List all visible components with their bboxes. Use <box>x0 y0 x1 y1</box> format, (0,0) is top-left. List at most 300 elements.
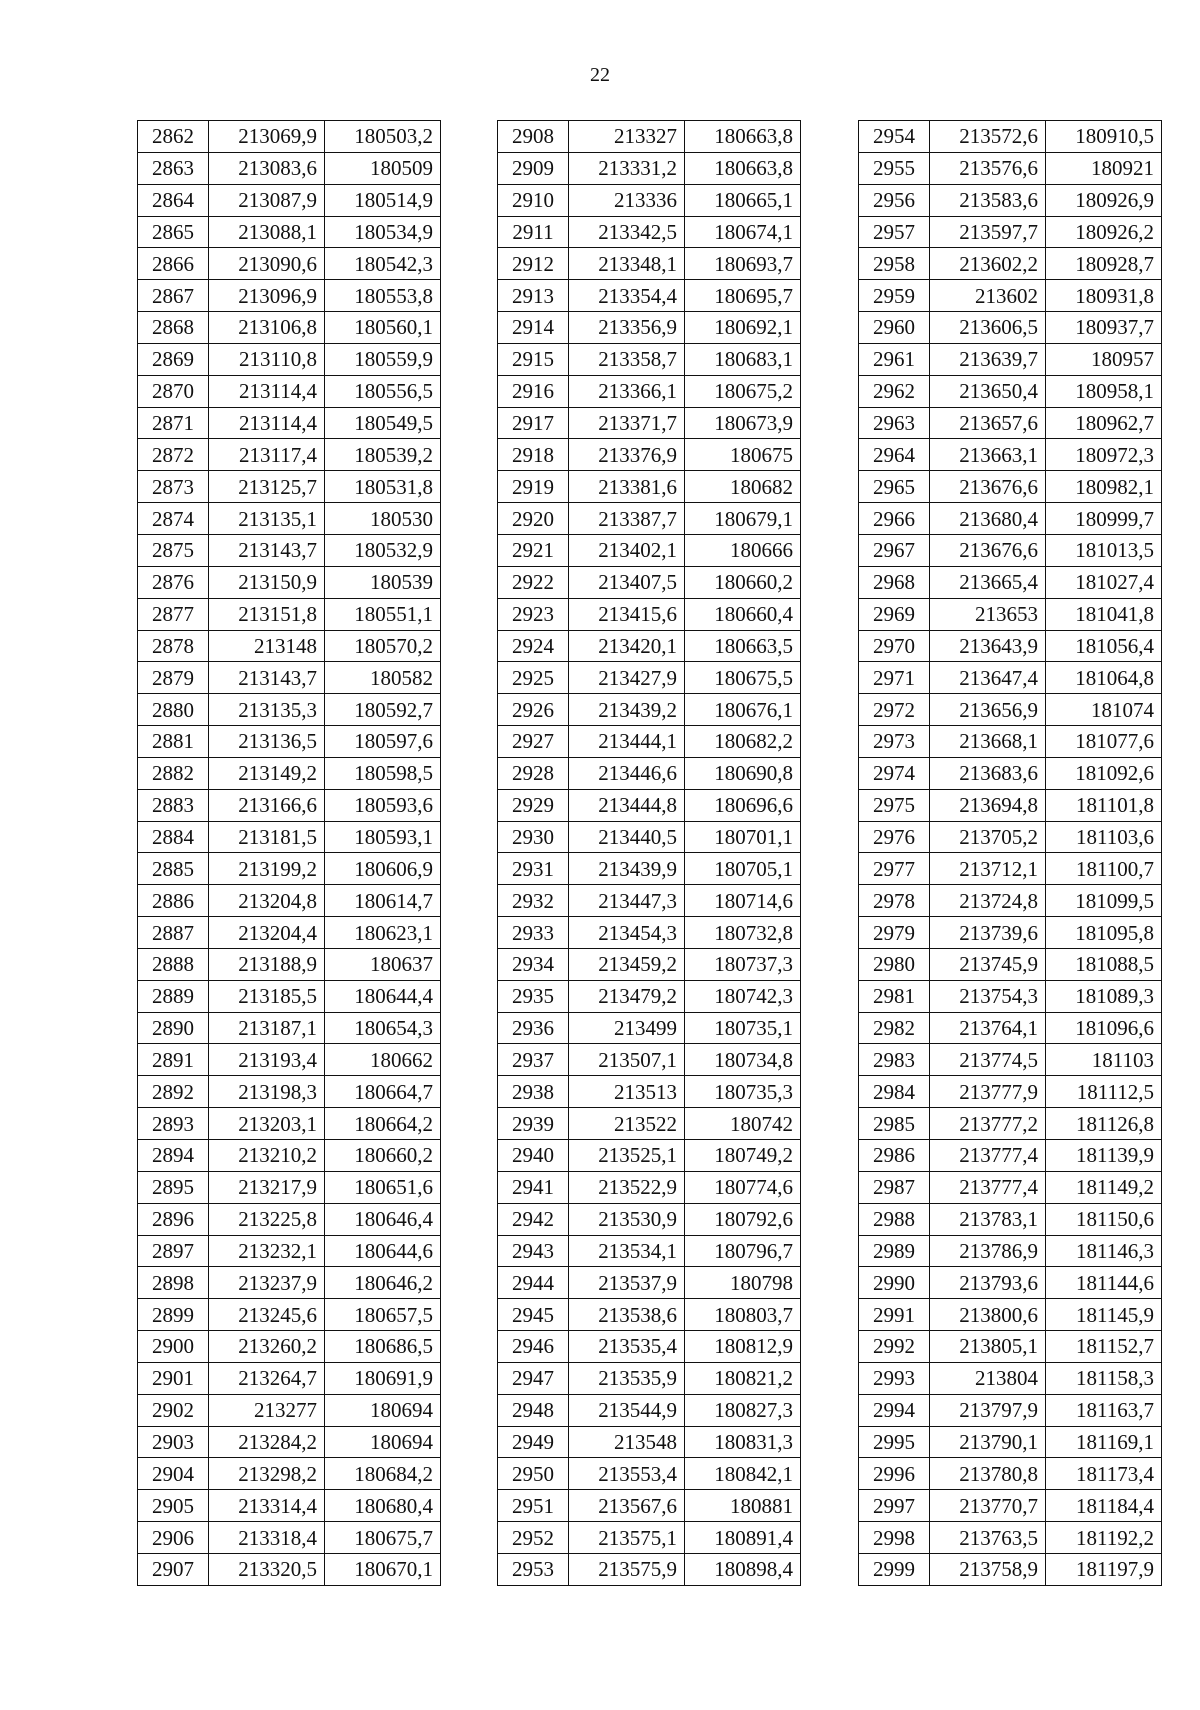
x-coordinate-cell: 213318,4 <box>209 1522 325 1554</box>
x-coordinate-cell: 213327 <box>569 121 685 153</box>
x-coordinate-cell: 213572,6 <box>930 121 1046 153</box>
y-coordinate-cell: 180693,7 <box>685 248 801 280</box>
point-number-cell: 2872 <box>138 439 209 471</box>
y-coordinate-cell: 180664,2 <box>325 1108 441 1140</box>
table-row <box>859 1490 1162 1522</box>
y-coordinate-cell: 180662 <box>325 1044 441 1076</box>
y-coordinate-cell: 180957 <box>1046 343 1162 375</box>
table-row <box>498 630 801 662</box>
point-number-cell: 2879 <box>138 662 209 694</box>
table-row <box>859 630 1162 662</box>
point-number-cell: 2914 <box>498 312 569 344</box>
table-row <box>498 821 801 853</box>
x-coordinate-cell: 213650,4 <box>930 375 1046 407</box>
table-row <box>138 407 441 439</box>
x-coordinate-cell: 213204,8 <box>209 885 325 917</box>
point-number-cell: 2962 <box>859 375 930 407</box>
y-coordinate-cell: 181145,9 <box>1046 1299 1162 1331</box>
table-row <box>138 1171 441 1203</box>
table-row <box>498 662 801 694</box>
table-row <box>498 726 801 758</box>
x-coordinate-cell: 213125,7 <box>209 471 325 503</box>
y-coordinate-cell: 181103,6 <box>1046 821 1162 853</box>
y-coordinate-cell: 180982,1 <box>1046 471 1162 503</box>
x-coordinate-cell: 213525,1 <box>569 1140 685 1172</box>
x-coordinate-cell: 213567,6 <box>569 1490 685 1522</box>
point-number-cell: 2912 <box>498 248 569 280</box>
y-coordinate-cell: 180735,3 <box>685 1076 801 1108</box>
table-row <box>138 1012 441 1044</box>
y-coordinate-cell: 180644,6 <box>325 1235 441 1267</box>
table-row <box>498 503 801 535</box>
table-row <box>138 1299 441 1331</box>
y-coordinate-cell: 180958,1 <box>1046 375 1162 407</box>
point-number-cell: 2924 <box>498 630 569 662</box>
y-coordinate-cell: 180690,8 <box>685 757 801 789</box>
y-coordinate-cell: 180592,7 <box>325 694 441 726</box>
table-row <box>859 534 1162 566</box>
y-coordinate-cell: 180663,8 <box>685 152 801 184</box>
point-number-cell: 2937 <box>498 1044 569 1076</box>
y-coordinate-cell: 181150,6 <box>1046 1203 1162 1235</box>
x-coordinate-cell: 213797,9 <box>930 1394 1046 1426</box>
y-coordinate-cell: 181144,6 <box>1046 1267 1162 1299</box>
point-number-cell: 2884 <box>138 821 209 853</box>
y-coordinate-cell: 180691,9 <box>325 1362 441 1394</box>
point-number-cell: 2980 <box>859 948 930 980</box>
point-number-cell: 2956 <box>859 184 930 216</box>
point-number-cell: 2946 <box>498 1331 569 1363</box>
x-coordinate-cell: 213575,1 <box>569 1522 685 1554</box>
x-coordinate-cell: 213135,1 <box>209 503 325 535</box>
point-number-cell: 2984 <box>859 1076 930 1108</box>
x-coordinate-cell: 213777,4 <box>930 1171 1046 1203</box>
point-number-cell: 2930 <box>498 821 569 853</box>
table-row <box>498 917 801 949</box>
x-coordinate-cell: 213136,5 <box>209 726 325 758</box>
table-row <box>859 248 1162 280</box>
y-coordinate-cell: 180539 <box>325 566 441 598</box>
x-coordinate-cell: 213148 <box>209 630 325 662</box>
x-coordinate-cell: 213245,6 <box>209 1299 325 1331</box>
y-coordinate-cell: 181184,4 <box>1046 1490 1162 1522</box>
point-number-cell: 2954 <box>859 121 930 153</box>
y-coordinate-cell: 180714,6 <box>685 885 801 917</box>
point-number-cell: 2929 <box>498 789 569 821</box>
point-number-cell: 2981 <box>859 980 930 1012</box>
point-number-cell: 2985 <box>859 1108 930 1140</box>
y-coordinate-cell: 181101,8 <box>1046 789 1162 821</box>
x-coordinate-cell: 213366,1 <box>569 375 685 407</box>
table-row <box>138 757 441 789</box>
x-coordinate-cell: 213804 <box>930 1362 1046 1394</box>
table-row <box>859 662 1162 694</box>
x-coordinate-cell: 213260,2 <box>209 1331 325 1363</box>
table-row <box>138 821 441 853</box>
y-coordinate-cell: 180534,9 <box>325 216 441 248</box>
x-coordinate-cell: 213114,4 <box>209 407 325 439</box>
table-row <box>138 789 441 821</box>
table-row <box>859 1267 1162 1299</box>
y-coordinate-cell: 181197,9 <box>1046 1553 1162 1585</box>
x-coordinate-cell: 213499 <box>569 1012 685 1044</box>
x-coordinate-cell: 213447,3 <box>569 885 685 917</box>
y-coordinate-cell: 180742 <box>685 1108 801 1140</box>
point-number-cell: 2901 <box>138 1362 209 1394</box>
y-coordinate-cell: 180682,2 <box>685 726 801 758</box>
x-coordinate-cell: 213225,8 <box>209 1203 325 1235</box>
table-row <box>498 152 801 184</box>
point-number-cell: 2964 <box>859 439 930 471</box>
point-number-cell: 2947 <box>498 1362 569 1394</box>
table-row <box>859 1426 1162 1458</box>
table-row <box>138 598 441 630</box>
table-row <box>498 1394 801 1426</box>
y-coordinate-cell: 181173,4 <box>1046 1458 1162 1490</box>
table-row <box>859 312 1162 344</box>
point-number-cell: 2961 <box>859 343 930 375</box>
point-number-cell: 2968 <box>859 566 930 598</box>
y-coordinate-cell: 181089,3 <box>1046 980 1162 1012</box>
table-row <box>498 1331 801 1363</box>
x-coordinate-cell: 213602 <box>930 280 1046 312</box>
y-coordinate-cell: 180792,6 <box>685 1203 801 1235</box>
y-coordinate-cell: 180679,1 <box>685 503 801 535</box>
x-coordinate-cell: 213777,4 <box>930 1140 1046 1172</box>
y-coordinate-cell: 180532,9 <box>325 534 441 566</box>
table-row <box>859 471 1162 503</box>
x-coordinate-cell: 213188,9 <box>209 948 325 980</box>
point-number-cell: 2959 <box>859 280 930 312</box>
table-row <box>498 1108 801 1140</box>
y-coordinate-cell: 181092,6 <box>1046 757 1162 789</box>
point-number-cell: 2999 <box>859 1553 930 1585</box>
y-coordinate-cell: 180812,9 <box>685 1331 801 1363</box>
y-coordinate-cell: 180549,5 <box>325 407 441 439</box>
point-number-cell: 2907 <box>138 1553 209 1585</box>
y-coordinate-cell: 180701,1 <box>685 821 801 853</box>
point-number-cell: 2945 <box>498 1299 569 1331</box>
x-coordinate-cell: 213705,2 <box>930 821 1046 853</box>
x-coordinate-cell: 213083,6 <box>209 152 325 184</box>
y-coordinate-cell: 181077,6 <box>1046 726 1162 758</box>
point-number-cell: 2979 <box>859 917 930 949</box>
point-number-cell: 2897 <box>138 1235 209 1267</box>
x-coordinate-cell: 213336 <box>569 184 685 216</box>
table-row <box>859 726 1162 758</box>
table-row <box>138 630 441 662</box>
table-row <box>138 184 441 216</box>
point-number-cell: 2908 <box>498 121 569 153</box>
x-coordinate-cell: 213758,9 <box>930 1553 1046 1585</box>
table-row <box>859 757 1162 789</box>
y-coordinate-cell: 180542,3 <box>325 248 441 280</box>
point-number-cell: 2892 <box>138 1076 209 1108</box>
point-number-cell: 2906 <box>138 1522 209 1554</box>
point-number-cell: 2867 <box>138 280 209 312</box>
table-row <box>498 407 801 439</box>
y-coordinate-cell: 180597,6 <box>325 726 441 758</box>
point-number-cell: 2934 <box>498 948 569 980</box>
x-coordinate-cell: 213376,9 <box>569 439 685 471</box>
x-coordinate-cell: 213149,2 <box>209 757 325 789</box>
table-row <box>138 726 441 758</box>
point-number-cell: 2942 <box>498 1203 569 1235</box>
y-coordinate-cell: 180570,2 <box>325 630 441 662</box>
point-number-cell: 2991 <box>859 1299 930 1331</box>
y-coordinate-cell: 180646,4 <box>325 1203 441 1235</box>
x-coordinate-cell: 213331,2 <box>569 152 685 184</box>
table-row <box>498 948 801 980</box>
table-row <box>498 1490 801 1522</box>
x-coordinate-cell: 213777,2 <box>930 1108 1046 1140</box>
x-coordinate-cell: 213232,1 <box>209 1235 325 1267</box>
table-row <box>859 566 1162 598</box>
y-coordinate-cell: 180842,1 <box>685 1458 801 1490</box>
x-coordinate-cell: 213069,9 <box>209 121 325 153</box>
table-row <box>138 312 441 344</box>
table-row <box>498 184 801 216</box>
table-row <box>859 1299 1162 1331</box>
x-coordinate-cell: 213090,6 <box>209 248 325 280</box>
x-coordinate-cell: 213575,9 <box>569 1553 685 1585</box>
table-row <box>138 1203 441 1235</box>
table-row <box>859 1362 1162 1394</box>
y-coordinate-cell: 181027,4 <box>1046 566 1162 598</box>
y-coordinate-cell: 180705,1 <box>685 853 801 885</box>
x-coordinate-cell: 213439,9 <box>569 853 685 885</box>
table-row <box>859 216 1162 248</box>
x-coordinate-cell: 213653 <box>930 598 1046 630</box>
point-number-cell: 2881 <box>138 726 209 758</box>
x-coordinate-cell: 213371,7 <box>569 407 685 439</box>
table-row <box>498 375 801 407</box>
point-number-cell: 2969 <box>859 598 930 630</box>
x-coordinate-cell: 213117,4 <box>209 439 325 471</box>
y-coordinate-cell: 180646,2 <box>325 1267 441 1299</box>
y-coordinate-cell: 180670,1 <box>325 1553 441 1585</box>
x-coordinate-cell: 213237,9 <box>209 1267 325 1299</box>
table-row <box>138 1235 441 1267</box>
point-number-cell: 2927 <box>498 726 569 758</box>
point-number-cell: 2890 <box>138 1012 209 1044</box>
y-coordinate-cell: 180666 <box>685 534 801 566</box>
y-coordinate-cell: 180891,4 <box>685 1522 801 1554</box>
point-number-cell: 2944 <box>498 1267 569 1299</box>
point-number-cell: 2922 <box>498 566 569 598</box>
point-number-cell: 2928 <box>498 757 569 789</box>
table-row <box>859 1203 1162 1235</box>
y-coordinate-cell: 180509 <box>325 152 441 184</box>
point-number-cell: 2978 <box>859 885 930 917</box>
x-coordinate-cell: 213427,9 <box>569 662 685 694</box>
x-coordinate-cell: 213110,8 <box>209 343 325 375</box>
x-coordinate-cell: 213602,2 <box>930 248 1046 280</box>
x-coordinate-cell: 213298,2 <box>209 1458 325 1490</box>
point-number-cell: 2996 <box>859 1458 930 1490</box>
point-number-cell: 2970 <box>859 630 930 662</box>
y-coordinate-cell: 180737,3 <box>685 948 801 980</box>
x-coordinate-cell: 213199,2 <box>209 853 325 885</box>
y-coordinate-cell: 181112,5 <box>1046 1076 1162 1108</box>
table-row <box>138 1140 441 1172</box>
table-row <box>859 375 1162 407</box>
table-row <box>138 662 441 694</box>
y-coordinate-cell: 180637 <box>325 948 441 980</box>
x-coordinate-cell: 213780,8 <box>930 1458 1046 1490</box>
x-coordinate-cell: 213143,7 <box>209 534 325 566</box>
table-row <box>859 917 1162 949</box>
x-coordinate-cell: 213387,7 <box>569 503 685 535</box>
point-number-cell: 2951 <box>498 1490 569 1522</box>
table-row <box>498 1299 801 1331</box>
x-coordinate-cell: 213597,7 <box>930 216 1046 248</box>
point-number-cell: 2972 <box>859 694 930 726</box>
y-coordinate-cell: 180598,5 <box>325 757 441 789</box>
table-row <box>498 439 801 471</box>
table-row <box>859 152 1162 184</box>
y-coordinate-cell: 180999,7 <box>1046 503 1162 535</box>
point-number-cell: 2880 <box>138 694 209 726</box>
x-coordinate-cell: 213800,6 <box>930 1299 1046 1331</box>
y-coordinate-cell: 180593,1 <box>325 821 441 853</box>
y-coordinate-cell: 181139,9 <box>1046 1140 1162 1172</box>
x-coordinate-cell: 213680,4 <box>930 503 1046 535</box>
point-number-cell: 2903 <box>138 1426 209 1458</box>
y-coordinate-cell: 181041,8 <box>1046 598 1162 630</box>
x-coordinate-cell: 213187,1 <box>209 1012 325 1044</box>
point-number-cell: 2974 <box>859 757 930 789</box>
table-row <box>859 598 1162 630</box>
point-number-cell: 2925 <box>498 662 569 694</box>
point-number-cell: 2894 <box>138 1140 209 1172</box>
y-coordinate-cell: 180503,2 <box>325 121 441 153</box>
x-coordinate-cell: 213264,7 <box>209 1362 325 1394</box>
y-coordinate-cell: 180623,1 <box>325 917 441 949</box>
table-row <box>138 694 441 726</box>
table-row <box>138 885 441 917</box>
y-coordinate-cell: 180684,2 <box>325 1458 441 1490</box>
y-coordinate-cell: 180742,3 <box>685 980 801 1012</box>
table-row <box>859 439 1162 471</box>
x-coordinate-cell: 213522 <box>569 1108 685 1140</box>
x-coordinate-cell: 213805,1 <box>930 1331 1046 1363</box>
point-number-cell: 2948 <box>498 1394 569 1426</box>
table-row <box>138 121 441 153</box>
y-coordinate-cell: 181146,3 <box>1046 1235 1162 1267</box>
y-coordinate-cell: 181163,7 <box>1046 1394 1162 1426</box>
point-number-cell: 2915 <box>498 343 569 375</box>
table-row <box>138 1044 441 1076</box>
point-number-cell: 2935 <box>498 980 569 1012</box>
coordinates-table-3 <box>858 120 1162 1586</box>
table-row <box>498 1522 801 1554</box>
x-coordinate-cell: 213790,1 <box>930 1426 1046 1458</box>
y-coordinate-cell: 180556,5 <box>325 375 441 407</box>
y-coordinate-cell: 180937,7 <box>1046 312 1162 344</box>
point-number-cell: 2868 <box>138 312 209 344</box>
table-row <box>859 1394 1162 1426</box>
table-row <box>859 343 1162 375</box>
point-number-cell: 2960 <box>859 312 930 344</box>
x-coordinate-cell: 213444,1 <box>569 726 685 758</box>
y-coordinate-cell: 180675,5 <box>685 662 801 694</box>
table-row <box>498 1203 801 1235</box>
x-coordinate-cell: 213507,1 <box>569 1044 685 1076</box>
table-row <box>138 917 441 949</box>
x-coordinate-cell: 213530,9 <box>569 1203 685 1235</box>
x-coordinate-cell: 213114,4 <box>209 375 325 407</box>
y-coordinate-cell: 180660,4 <box>685 598 801 630</box>
point-number-cell: 2976 <box>859 821 930 853</box>
point-number-cell: 2963 <box>859 407 930 439</box>
point-number-cell: 2966 <box>859 503 930 535</box>
table-row <box>859 407 1162 439</box>
x-coordinate-cell: 213348,1 <box>569 248 685 280</box>
point-number-cell: 2917 <box>498 407 569 439</box>
point-number-cell: 2902 <box>138 1394 209 1426</box>
x-coordinate-cell: 213185,5 <box>209 980 325 1012</box>
y-coordinate-cell: 180898,4 <box>685 1553 801 1585</box>
x-coordinate-cell: 213314,4 <box>209 1490 325 1522</box>
point-number-cell: 2973 <box>859 726 930 758</box>
table-row <box>859 121 1162 153</box>
point-number-cell: 2905 <box>138 1490 209 1522</box>
point-number-cell: 2895 <box>138 1171 209 1203</box>
y-coordinate-cell: 180732,8 <box>685 917 801 949</box>
x-coordinate-cell: 213356,9 <box>569 312 685 344</box>
table-row <box>498 216 801 248</box>
table-row <box>498 534 801 566</box>
y-coordinate-cell: 180531,8 <box>325 471 441 503</box>
table-row <box>138 216 441 248</box>
y-coordinate-cell: 180921 <box>1046 152 1162 184</box>
x-coordinate-cell: 213166,6 <box>209 789 325 821</box>
x-coordinate-cell: 213643,9 <box>930 630 1046 662</box>
point-number-cell: 2873 <box>138 471 209 503</box>
x-coordinate-cell: 213402,1 <box>569 534 685 566</box>
x-coordinate-cell: 213553,4 <box>569 1458 685 1490</box>
y-coordinate-cell: 180530 <box>325 503 441 535</box>
table-row <box>498 1140 801 1172</box>
x-coordinate-cell: 213683,6 <box>930 757 1046 789</box>
point-number-cell: 2909 <box>498 152 569 184</box>
y-coordinate-cell: 181126,8 <box>1046 1108 1162 1140</box>
x-coordinate-cell: 213181,5 <box>209 821 325 853</box>
table-row <box>498 1235 801 1267</box>
table-row <box>498 980 801 1012</box>
y-coordinate-cell: 180803,7 <box>685 1299 801 1331</box>
point-number-cell: 2885 <box>138 853 209 885</box>
table-row <box>859 1012 1162 1044</box>
y-coordinate-cell: 180675 <box>685 439 801 471</box>
table-row <box>498 598 801 630</box>
x-coordinate-cell: 213088,1 <box>209 216 325 248</box>
point-number-cell: 2988 <box>859 1203 930 1235</box>
x-coordinate-cell: 213538,6 <box>569 1299 685 1331</box>
x-coordinate-cell: 213668,1 <box>930 726 1046 758</box>
point-number-cell: 2958 <box>859 248 930 280</box>
table-row <box>498 312 801 344</box>
x-coordinate-cell: 213783,1 <box>930 1203 1046 1235</box>
x-coordinate-cell: 213676,6 <box>930 534 1046 566</box>
point-number-cell: 2886 <box>138 885 209 917</box>
point-number-cell: 2998 <box>859 1522 930 1554</box>
table-row <box>138 566 441 598</box>
y-coordinate-cell: 181013,5 <box>1046 534 1162 566</box>
y-coordinate-cell: 180514,9 <box>325 184 441 216</box>
x-coordinate-cell: 213150,9 <box>209 566 325 598</box>
